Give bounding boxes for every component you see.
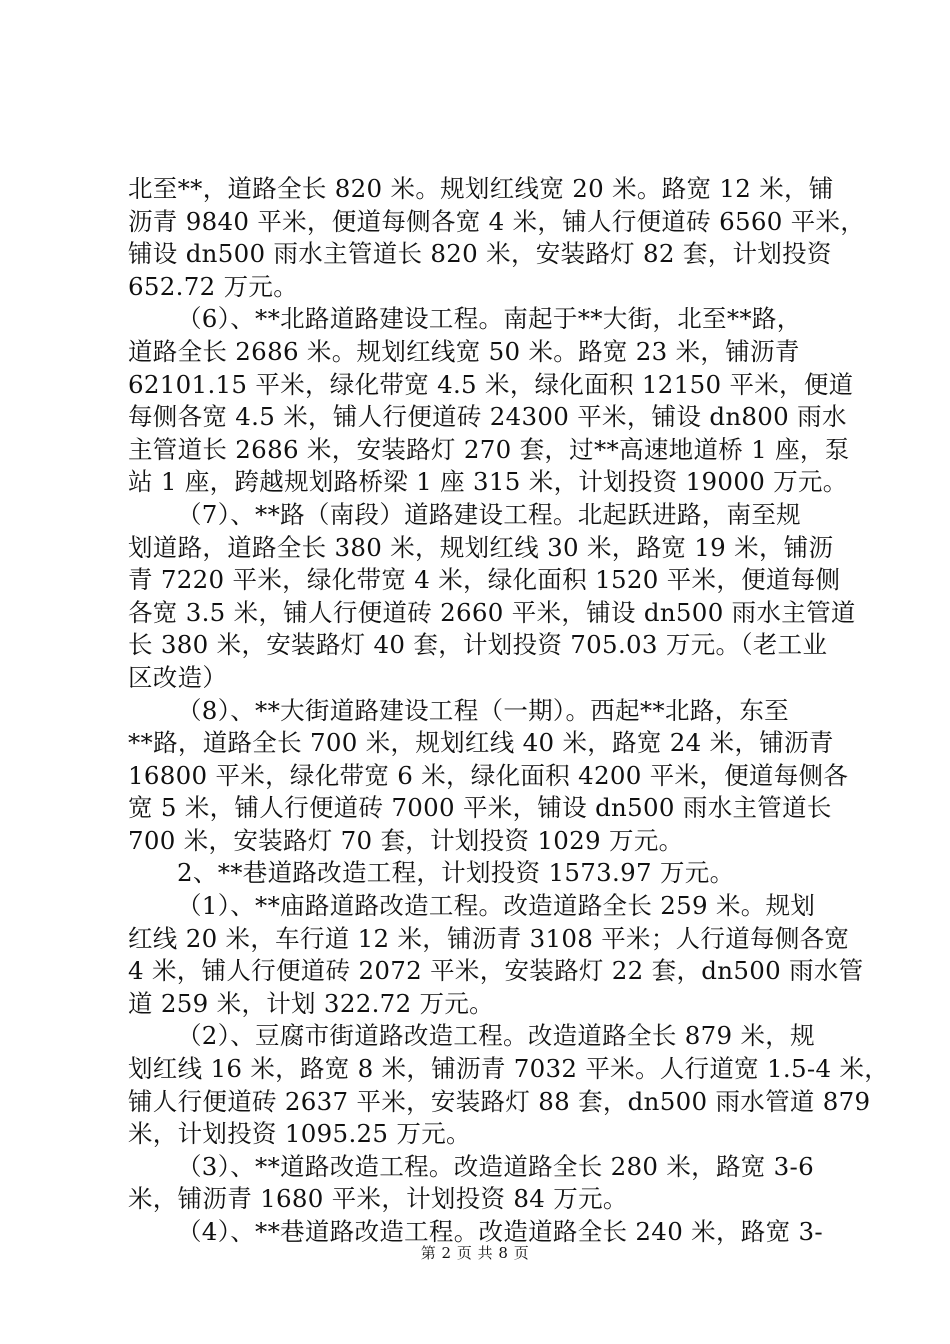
text-line: 宽 5 米，铺人行便道砖 7000 平米，铺设 dn500 雨水主管道长 [128, 793, 832, 823]
text-line: 北至**，道路全长 820 米。规划红线宽 20 米。路宽 12 米，铺 [128, 174, 834, 203]
text-line: 62101.15 平米，绿化带宽 4.5 米，绿化面积 12150 平米，便道 [128, 369, 854, 399]
text-line: 铺设 dn500 雨水主管道长 820 米，安装路灯 82 套，计划投资 [128, 239, 832, 269]
text-line: （7）、**路（南段）道路建设工程。北起跃进路，南至规 [177, 499, 801, 529]
text-line: 652.72 万元。 [128, 271, 299, 301]
text-line: （3）、**道路改造工程。改造道路全长 280 米，路宽 3-6 [177, 1151, 815, 1181]
text-line: 米，铺沥青 1680 平米，计划投资 84 万元。 [128, 1184, 628, 1214]
text-line: 4 米，铺人行便道砖 2072 平米，安装路灯 22 套，dn500 雨水管 [128, 956, 864, 986]
text-line: （1）、**庙路道路改造工程。改造道路全长 259 米。规划 [177, 891, 816, 921]
text-line: 站 1 座，跨越规划路桥梁 1 座 315 米，计划投资 19000 万元。 [128, 467, 848, 497]
text-line: （4）、**巷道路改造工程。改造道路全长 240 米，路宽 3- [177, 1217, 823, 1246]
text-line: 划道路，道路全长 380 米，规划红线 30 米，路宽 19 米，铺沥 [128, 532, 834, 562]
text-line: 道路全长 2686 米。规划红线宽 50 米。路宽 23 米，铺沥青 [128, 336, 800, 366]
text-line: 沥青 9840 平米，便道每侧各宽 4 米，铺人行便道砖 6560 平米， [128, 206, 866, 236]
text-line: （6）、**北路道路建设工程。南起于**大街，北至**路， [177, 304, 802, 334]
text-line: 每侧各宽 4.5 米，铺人行便道砖 24300 平米，铺设 dn800 雨水 [128, 402, 847, 432]
text-line: 700 米，安装路灯 70 套，计划投资 1029 万元。 [128, 825, 684, 855]
text-line: （2）、豆腐市街道路改造工程。改造道路全长 879 米，规 [177, 1021, 815, 1051]
text-line: 长 380 米，安装路灯 40 套，计划投资 705.03 万元。（老工业 [128, 630, 828, 660]
text-line: 2、**巷道路改造工程，计划投资 1573.97 万元。 [177, 858, 735, 888]
text-line: 米，计划投资 1095.25 万元。 [128, 1119, 471, 1149]
text-line: 红线 20 米，车行道 12 米，铺沥青 3108 平米；人行道每侧各宽 [128, 923, 850, 953]
text-line: （8）、**大街道路建设工程（一期）。西起**北路，东至 [177, 695, 789, 725]
text-line: 16800 平米，绿化带宽 6 米，绿化面积 4200 平米，便道每侧各 [128, 760, 849, 790]
text-line: 划红线 16 米，路宽 8 米，铺沥青 7032 平米。人行道宽 1.5-4 米， [128, 1054, 890, 1084]
text-line: 道 259 米，计划 322.72 万元。 [128, 988, 494, 1018]
text-line: 铺人行便道砖 2637 平米，安装路灯 88 套，dn500 雨水管道 879 [128, 1086, 871, 1116]
page-footer: 第 2 页 共 8 页 [420, 1244, 530, 1262]
text-line: 区改造） [128, 662, 228, 692]
text-line: 主管道长 2686 米，安装路灯 270 套，过**高速地道桥 1 座，泵 [128, 434, 850, 464]
text-line: **路，道路全长 700 米，规划红线 40 米，路宽 24 米，铺沥青 [128, 728, 834, 758]
text-line: 各宽 3.5 米，铺人行便道砖 2660 平米，铺设 dn500 雨水主管道 [128, 597, 856, 627]
document-body [128, 173, 890, 1249]
text-line: 青 7220 平米，绿化带宽 4 米，绿化面积 1520 平米，便道每侧 [128, 565, 841, 595]
